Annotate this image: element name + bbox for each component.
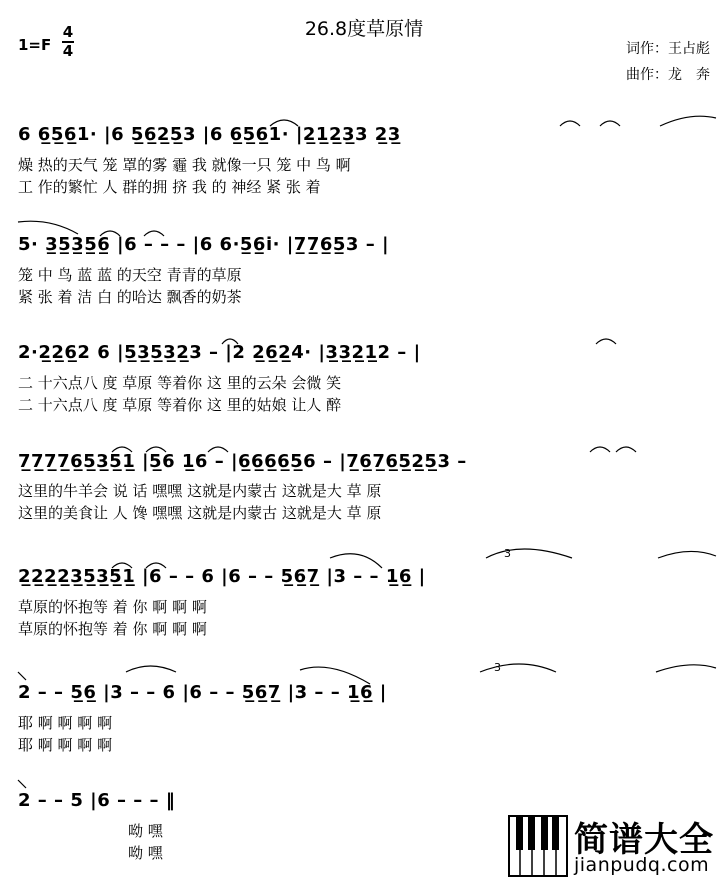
lyrics-line-1a: 燥 热的天气 笼 罩的雾 霾 我 就像一只 笼 中 鸟 啊 (18, 156, 351, 174)
lyrics-line-2b: 紧 张 着 洁 白 的哈达 飘香的奶茶 (18, 288, 242, 306)
time-signature-top: 4 (62, 23, 74, 41)
score-title: 26.8度草原情 (304, 18, 424, 40)
notation-line-6: 2 – – 5̲6̲ |3 – – 6 |6 – – 5̲6̲7̲ |3 – – 1̲6̲ | (18, 682, 387, 703)
lyrics-line-5a: 草原的怀抱等 着 你 啊 啊 啊 (18, 598, 207, 616)
notation-line-4: 7̲7̲7̲7̲6̲5̲3̲5̲1̲ |5̲6 1̲6 – |6̲6̲6̲6̲5̲6 – |7̲6̲7̲6̲5̲2̲5̲3 – (18, 451, 467, 472)
composer-credit: 曲作：龙 奔 (626, 67, 710, 83)
lyrics-line-1b: 工 作的繁忙 人 群的拥 挤 我 的 神经 紧 张 着 (18, 178, 321, 196)
notation-line-2: 5· 3̲5̲3̲5̲6̲ |6 – – – |6 6·5̲6̲i· |7̲7̲6̲5̲3 – | (18, 234, 390, 255)
lyrics-line-4b: 这里的美食让 人 馋 嘿嘿 这就是内蒙古 这就是大 草 原 (18, 504, 382, 522)
key-signature: 1=F (18, 36, 52, 54)
lyricist-credit: 词作：王占彪 (626, 41, 710, 57)
notation-line-1: 6 6̲5̲6̲1· |6 5̲6̲2̲5̲3 |6 6̲5̲6̲1· |2̲1̲2̲3̲3 2̲3̲ (18, 124, 401, 145)
lyrics-line-2a: 笼 中 鸟 蓝 蓝 的天空 青青的草原 (18, 266, 242, 284)
lyrics-line-4a: 这里的牛羊会 说 话 嘿嘿 这就是内蒙古 这就是大 草 原 (18, 482, 382, 500)
lyrics-line-3b: 二 十六点八 度 草原 等着你 这 里的姑娘 让人 醉 (18, 396, 342, 414)
triplet-mark: 3 (494, 661, 501, 674)
piano-keys-icon (508, 812, 570, 878)
lyrics-line-5b: 草原的怀抱等 着 你 啊 啊 啊 (18, 620, 207, 638)
lyrics-line-6a: 耶 啊 啊 啊 啊 (18, 714, 113, 732)
lyrics-line-7b: 呦 嘿 (128, 844, 163, 862)
logo-text: 简谱大全 (574, 820, 714, 860)
lyrics-line-3a: 二 十六点八 度 草原 等着你 这 里的云朵 会微 笑 (18, 374, 342, 392)
logo-url: jianpudq.com (574, 854, 710, 876)
lyrics-line-6b: 耶 啊 啊 啊 啊 (18, 736, 113, 754)
notation-line-7: 2 – – 5 |6 – – – ‖ (18, 790, 176, 811)
lyrics-line-7a: 呦 嘿 (128, 822, 163, 840)
notation-line-5: 2̲2̲2̲2̲3̲5̲3̲5̲1̲ |6 – – 6 |6 – – 5̲6̲7̲ |3 – – 1̲6̲ | (18, 566, 426, 587)
notation-line-3: 2·2̲2̲6̲2 6 |5̲3̲5̲3̲2̲3 – |2 2̲6̲2̲4· |3̲3̲2̲1̲2 – | (18, 342, 421, 363)
site-logo (508, 810, 728, 878)
time-signature-bottom: 4 (62, 42, 74, 60)
triplet-mark: 3 (504, 547, 511, 560)
